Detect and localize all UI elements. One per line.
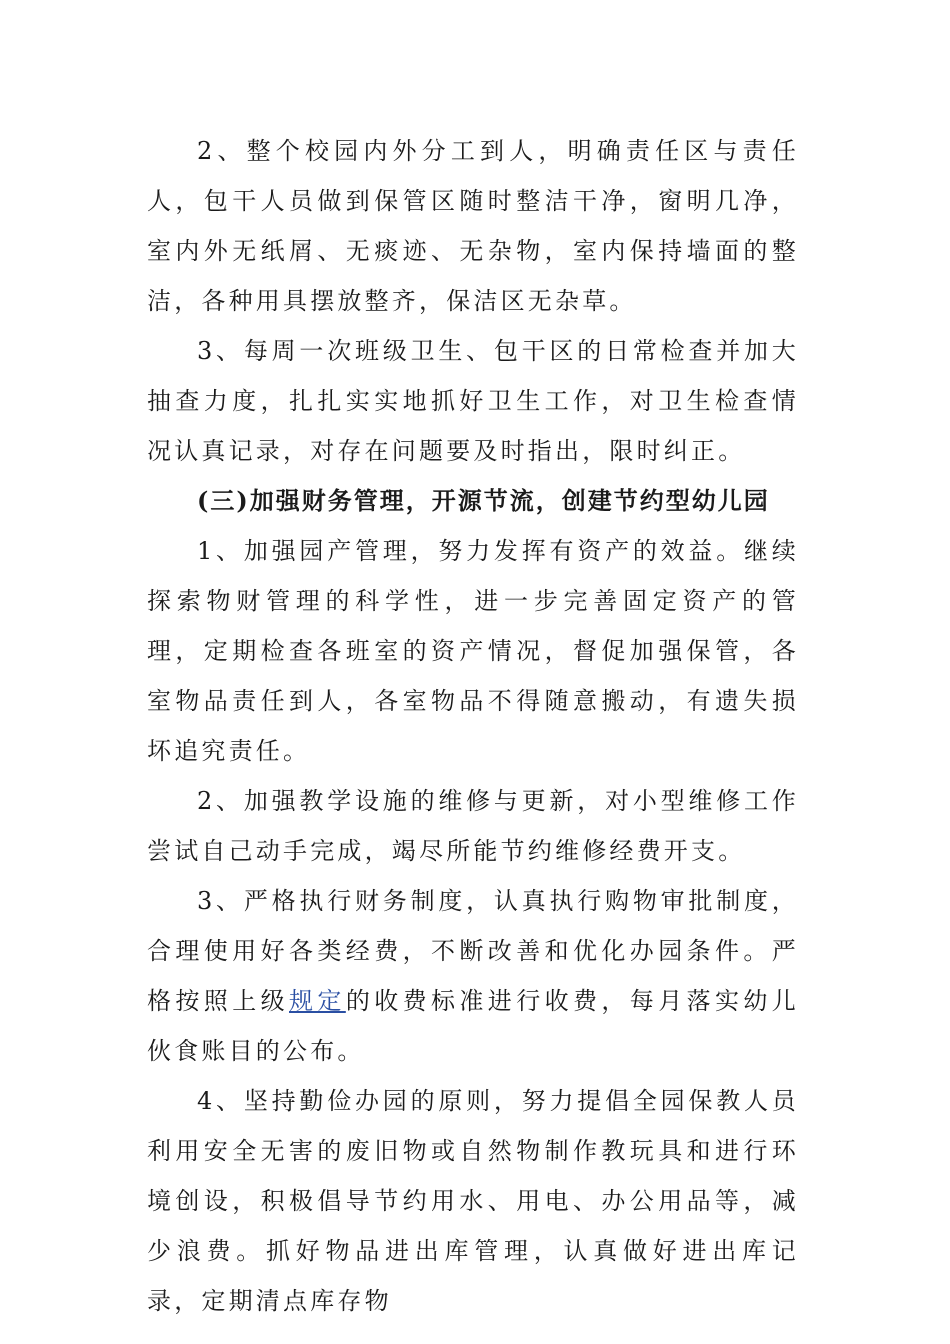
- paragraph-weekly-inspection: 3、每周一次班级卫生、包干区的日常检查并加大抽查力度，扎扎实实地抓好卫生工作，对卫生检查情况认真记录，对存在问题要及时指出，限时纠正。: [147, 337, 799, 465]
- regulation-link[interactable]: 规定: [289, 987, 346, 1015]
- financial-system-text-before-link: 3、严格执行财务制度，认真执行购物审批制度，合理使用好各类经费，不断改善和优化办园条件。严格按照上级: [147, 887, 799, 1015]
- section-heading-finance: (三)加强财务管理，开源节流，创建节约型幼儿园: [197, 486, 770, 515]
- paragraph-thrift: 4、坚持勤俭办园的原则，努力提倡全园保教人员利用安全无害的废旧物或自然物制作教玩具和进行环境创设，积极倡导节约用水、用电、办公用品等，减少浪费。抓好物品进出库管理，认真做好进出库记录，定期清点库存物: [147, 1087, 799, 1315]
- paragraph-facility-maintenance: 2、加强教学设施的维修与更新，对小型维修工作尝试自己动手完成，竭尽所能节约维修经费开支。: [147, 787, 799, 865]
- paragraph-campus-responsibility: 2、整个校园内外分工到人，明确责任区与责任人，包干人员做到保管区随时整洁干净，窗明几净，室内外无纸屑、无痰迹、无杂物，室内保持墙面的整洁，各种用具摆放整齐，保洁区无杂草。: [147, 137, 799, 315]
- document-body: [147, 126, 799, 1326]
- financial-system-text-after-link: 的收费标准进行收费，每月落实幼儿伙食账目的公布。: [147, 987, 800, 1065]
- paragraph-asset-management: 1、加强园产管理，努力发挥有资产的效益。继续探索物财管理的科学性，进一步完善固定资产的管理，定期检查各班室的资产情况，督促加强保管，各室物品责任到人，各室物品不得随意搬动，有遗失损坏追究责任。: [147, 537, 799, 765]
- paragraph-financial-system: [147, 876, 799, 1076]
